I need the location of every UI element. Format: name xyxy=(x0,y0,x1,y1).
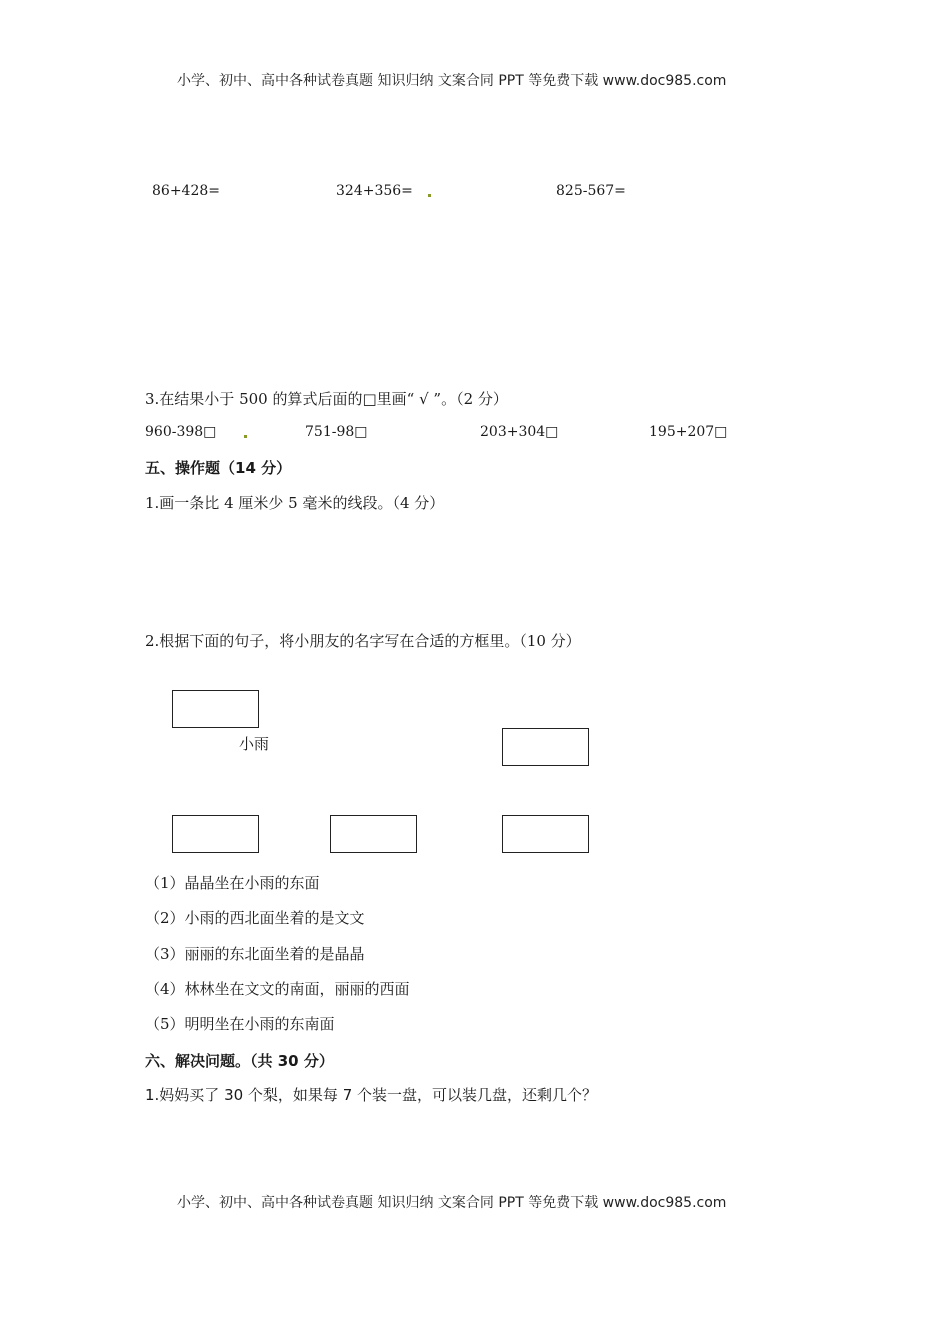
seat-box-east xyxy=(502,728,589,766)
clue-5: （5）明明坐在小雨的东南面 xyxy=(145,1015,335,1033)
q3-item-4: 195+207□ xyxy=(649,424,728,440)
clue-4: （4）林林坐在文文的南面，丽丽的西面 xyxy=(145,980,410,998)
calc-item-3: 825-567= xyxy=(556,183,626,199)
section6-title: 六、解决问题。（共 30 分） xyxy=(145,1052,334,1070)
seat-box-south-3 xyxy=(502,815,589,853)
section5-q1: 1.画一条比 4 厘米少 5 毫米的线段。（4 分） xyxy=(145,494,445,512)
seat-label-xiaoyu: 小雨 xyxy=(239,735,270,753)
clue-3: （3）丽丽的东北面坐着的是晶晶 xyxy=(145,945,365,963)
clue-2: （2）小雨的西北面坐着的是文文 xyxy=(145,909,365,927)
q3-item-1: 960-398□ xyxy=(145,424,217,440)
seat-box-south-1 xyxy=(172,815,259,853)
section5-q2: 2.根据下面的句子，将小朋友的名字写在合适的方框里。（10 分） xyxy=(145,632,581,650)
page-header: 小学、初中、高中各种试卷真题 知识归纳 文案合同 PPT 等免费下载 www.doc985.com xyxy=(177,73,727,89)
q3-prompt: 3.在结果小于 500 的算式后面的□里画“ √ ”。（2 分） xyxy=(145,390,508,408)
seat-box-northwest xyxy=(172,690,259,728)
section6-q1: 1.妈妈买了 30 个梨，如果每 7 个装一盘，可以装几盘，还剩几个？ xyxy=(145,1086,598,1104)
q3-item-3: 203+304□ xyxy=(480,424,559,440)
clue-1: （1）晶晶坐在小雨的东面 xyxy=(145,874,320,892)
page-footer: 小学、初中、高中各种试卷真题 知识归纳 文案合同 PPT 等免费下载 www.doc985.com xyxy=(177,1195,727,1211)
q3-item-2: 751-98□ xyxy=(305,424,368,440)
calc-item-1: 86+428= xyxy=(152,183,220,199)
section5-title: 五、操作题（14 分） xyxy=(145,459,292,477)
calc-item-2: 324+356= xyxy=(336,183,413,199)
stray-dot xyxy=(428,194,431,197)
stray-dot xyxy=(244,435,247,438)
seat-box-south-2 xyxy=(330,815,417,853)
